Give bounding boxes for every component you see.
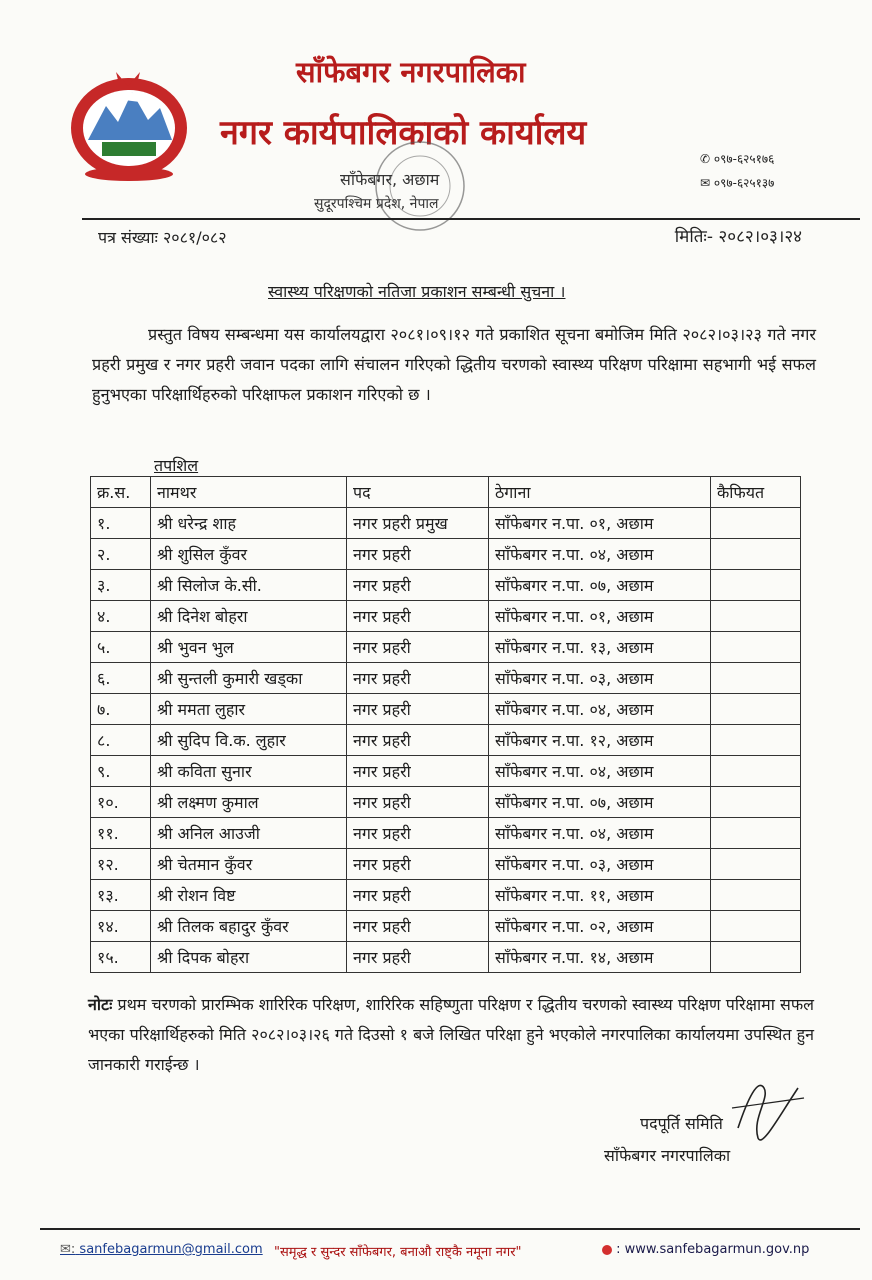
cell-sn: १०. <box>91 787 151 818</box>
signature-mark <box>728 1058 808 1158</box>
cell-post: नगर प्रहरी प्रमुख <box>347 508 489 539</box>
table-row <box>91 539 801 570</box>
cell-name: श्री दिनेश बोहरा <box>151 601 347 632</box>
cell-name: श्री शुसिल कुँवर <box>151 539 347 570</box>
cell-name: श्री ममता लुहार <box>151 694 347 725</box>
date-label: मितिः- <box>674 227 713 247</box>
table-row <box>91 787 801 818</box>
col-header-address: ठेगाना <box>489 477 711 508</box>
website-label: : <box>616 1242 621 1257</box>
cell-name: श्री कविता सुनार <box>151 756 347 787</box>
cell-post: नगर प्रहरी <box>347 880 489 911</box>
cell-name: श्री अनिल आउजी <box>151 818 347 849</box>
cell-remarks <box>711 880 801 911</box>
cell-sn: ६. <box>91 663 151 694</box>
table-row <box>91 880 801 911</box>
cell-post: नगर प्रहरी <box>347 942 489 973</box>
cell-post: नगर प्रहरी <box>347 601 489 632</box>
date-value: २०८२।०३।२४ <box>718 227 802 247</box>
cell-address: साँफेबगर न.पा. ०२, अछाम <box>489 911 711 942</box>
footer-slogan: "समृद्ध र सुन्दर साँफेबगर, बनाऔ राष्ट्कै नमूना नगर" <box>274 1245 522 1260</box>
cell-address: साँफेबगर न.पा. ०७, अछाम <box>489 787 711 818</box>
signatory-org: साँफेबगर नगरपालिका <box>604 1146 731 1165</box>
cell-address: साँफेबगर न.पा. ०४, अछाम <box>489 694 711 725</box>
org-name: साँफेबगर नगरपालिका <box>296 55 526 89</box>
cell-name: श्री सिलोज के.सी. <box>151 570 347 601</box>
cell-address: साँफेबगर न.पा. ०७, अछाम <box>489 570 711 601</box>
phone-icon: ✆ <box>700 152 711 166</box>
cell-name: श्री रोशन विष्ट <box>151 880 347 911</box>
cell-post: नगर प्रहरी <box>347 663 489 694</box>
cell-name: श्री धरेन्द्र शाह <box>151 508 347 539</box>
cell-sn: ११. <box>91 818 151 849</box>
table-row <box>91 942 801 973</box>
cell-sn: १. <box>91 508 151 539</box>
cell-remarks <box>711 601 801 632</box>
cell-name: श्री सुदिप वि.क. लुहार <box>151 725 347 756</box>
cell-sn: ५. <box>91 632 151 663</box>
table-row <box>91 570 801 601</box>
cell-sn: ७. <box>91 694 151 725</box>
col-header-remarks: कैफियत <box>711 477 801 508</box>
email-text: sanfebagarmun@gmail.com <box>79 1242 263 1257</box>
cell-name: श्री तिलक बहादुर कुँवर <box>151 911 347 942</box>
cell-name: श्री चेतमान कुँवर <box>151 849 347 880</box>
cell-remarks <box>711 756 801 787</box>
table-header-row <box>91 477 801 508</box>
table-row <box>91 849 801 880</box>
table-row <box>91 508 801 539</box>
cell-post: नगर प्रहरी <box>347 787 489 818</box>
nepal-emblem-logo <box>66 62 192 184</box>
office-stamp <box>314 150 520 240</box>
cell-sn: २. <box>91 539 151 570</box>
footer-divider <box>40 1228 860 1230</box>
cell-remarks <box>711 632 801 663</box>
results-table <box>90 476 801 973</box>
cell-post: नगर प्रहरी <box>347 694 489 725</box>
signatory-committee: पदपूर्ति समिति <box>640 1114 723 1133</box>
phone-number: ०९७-६२५१७६ <box>713 152 775 166</box>
cell-address: साँफेबगर न.पा. ०१, अछाम <box>489 601 711 632</box>
ref-label: पत्र संख्याः <box>98 228 158 247</box>
table-row <box>91 632 801 663</box>
table-title: तपशिल <box>154 456 199 475</box>
cell-sn: ९. <box>91 756 151 787</box>
table-row <box>91 694 801 725</box>
office-name: नगर कार्यपालिकाको कार्यालय <box>220 113 587 153</box>
cell-remarks <box>711 539 801 570</box>
cell-remarks <box>711 725 801 756</box>
table-row <box>91 911 801 942</box>
cell-name: श्री भुवन भुल <box>151 632 347 663</box>
fax-line <box>700 174 774 191</box>
table-row <box>91 818 801 849</box>
cell-remarks <box>711 911 801 942</box>
cell-sn: ३. <box>91 570 151 601</box>
address-line-1: साँफेबगर, अछाम <box>340 170 440 189</box>
cell-address: साँफेबगर न.पा. १४, अछाम <box>489 942 711 973</box>
cell-post: नगर प्रहरी <box>347 849 489 880</box>
reference-number <box>98 226 227 248</box>
cell-address: साँफेबगर न.पा. ०३, अछाम <box>489 849 711 880</box>
cell-name: श्री सुन्तली कुमारी खड्का <box>151 663 347 694</box>
cell-post: नगर प्रहरी <box>347 570 489 601</box>
footer-email[interactable] <box>60 1242 263 1257</box>
cell-address: साँफेबगर न.पा. ०४, अछाम <box>489 756 711 787</box>
cell-remarks <box>711 942 801 973</box>
cell-name: श्री लक्ष्मण कुमाल <box>151 787 347 818</box>
col-header-post: पद <box>347 477 489 508</box>
cell-remarks <box>711 570 801 601</box>
note-label: नोटः <box>88 995 113 1014</box>
letter-date <box>675 224 802 247</box>
globe-icon <box>602 1245 612 1255</box>
body-paragraph <box>92 320 816 410</box>
cell-sn: १२. <box>91 849 151 880</box>
cell-address: साँफेबगर न.पा. ०४, अछाम <box>489 818 711 849</box>
cell-post: नगर प्रहरी <box>347 911 489 942</box>
cell-remarks <box>711 818 801 849</box>
cell-address: साँफेबगर न.पा. ०४, अछाम <box>489 539 711 570</box>
body-text: प्रस्तुत विषय सम्बन्धमा यस कार्यालयद्वारा २०८१।०९।१२ गते प्रकाशित सूचना बमोजिम मिति २०८२।०३।२३ गते नगर प्रहरी प्रमुख र नगर प्रहरी जवान पदका लागि संचालन गरिएको द्धितीय चरणको स्वास्थ्य परिक्षण परिक्षामा सहभागी भई सफल हुनुभएका परिक्षार्थिहरुको परिक्षाफल प्रकाशन गरिएको छ । <box>92 325 816 404</box>
notice-subject: स्वास्थ्य परिक्षणको नतिजा प्रकाशन सम्बन्धी सुचना । <box>268 282 566 301</box>
header-divider <box>82 218 860 220</box>
col-header-sn: क्र.स. <box>91 477 151 508</box>
table-row <box>91 725 801 756</box>
email-icon: ✉: <box>60 1242 76 1257</box>
cell-address: साँफेबगर न.पा. ०१, अछाम <box>489 508 711 539</box>
cell-remarks <box>711 508 801 539</box>
cell-address: साँफेबगर न.पा. १२, अछाम <box>489 725 711 756</box>
cell-remarks <box>711 787 801 818</box>
address-line-2: सुदूरपश्चिम प्रदेश, नेपाल <box>314 196 439 212</box>
fax-number: ०९७-६२५१३७ <box>713 176 775 190</box>
cell-sn: ८. <box>91 725 151 756</box>
note-text: प्रथम चरणको प्रारम्भिक शारिरिक परिक्षण, शारिरिक सहिष्णुता परिक्षण र द्धितीय चरणको स्वास्थ्य परिक्षण परिक्षामा सफल भएका परिक्षार्थिहरुको मिति २०८२।०३।२६ गते दिउसो १ बजे लिखित परिक्षा हुने भएकोले नगरपालिका कार्यालयमा उपस्थित हुन जानकारी गराईन्छ । <box>88 995 814 1074</box>
table-row <box>91 601 801 632</box>
cell-post: नगर प्रहरी <box>347 539 489 570</box>
cell-address: साँफेबगर न.पा. १३, अछाम <box>489 632 711 663</box>
cell-sn: १४. <box>91 911 151 942</box>
cell-post: नगर प्रहरी <box>347 818 489 849</box>
table-row <box>91 756 801 787</box>
ref-value: २०८१/०८२ <box>162 228 227 247</box>
cell-name: श्री दिपक बोहरा <box>151 942 347 973</box>
cell-remarks <box>711 663 801 694</box>
footer-website[interactable] <box>602 1242 809 1257</box>
website-text: www.sanfebagarmun.gov.np <box>624 1242 810 1257</box>
cell-address: साँफेबगर न.पा. ०३, अछाम <box>489 663 711 694</box>
fax-icon: ✉ <box>700 176 711 190</box>
col-header-name: नामथर <box>151 477 347 508</box>
cell-remarks <box>711 694 801 725</box>
cell-post: नगर प्रहरी <box>347 632 489 663</box>
cell-sn: १३. <box>91 880 151 911</box>
cell-sn: १५. <box>91 942 151 973</box>
cell-post: नगर प्रहरी <box>347 725 489 756</box>
phone-line <box>700 150 774 167</box>
note-paragraph <box>88 990 814 1080</box>
cell-sn: ४. <box>91 601 151 632</box>
cell-post: नगर प्रहरी <box>347 756 489 787</box>
table-row <box>91 663 801 694</box>
cell-remarks <box>711 849 801 880</box>
cell-address: साँफेबगर न.पा. ११, अछाम <box>489 880 711 911</box>
